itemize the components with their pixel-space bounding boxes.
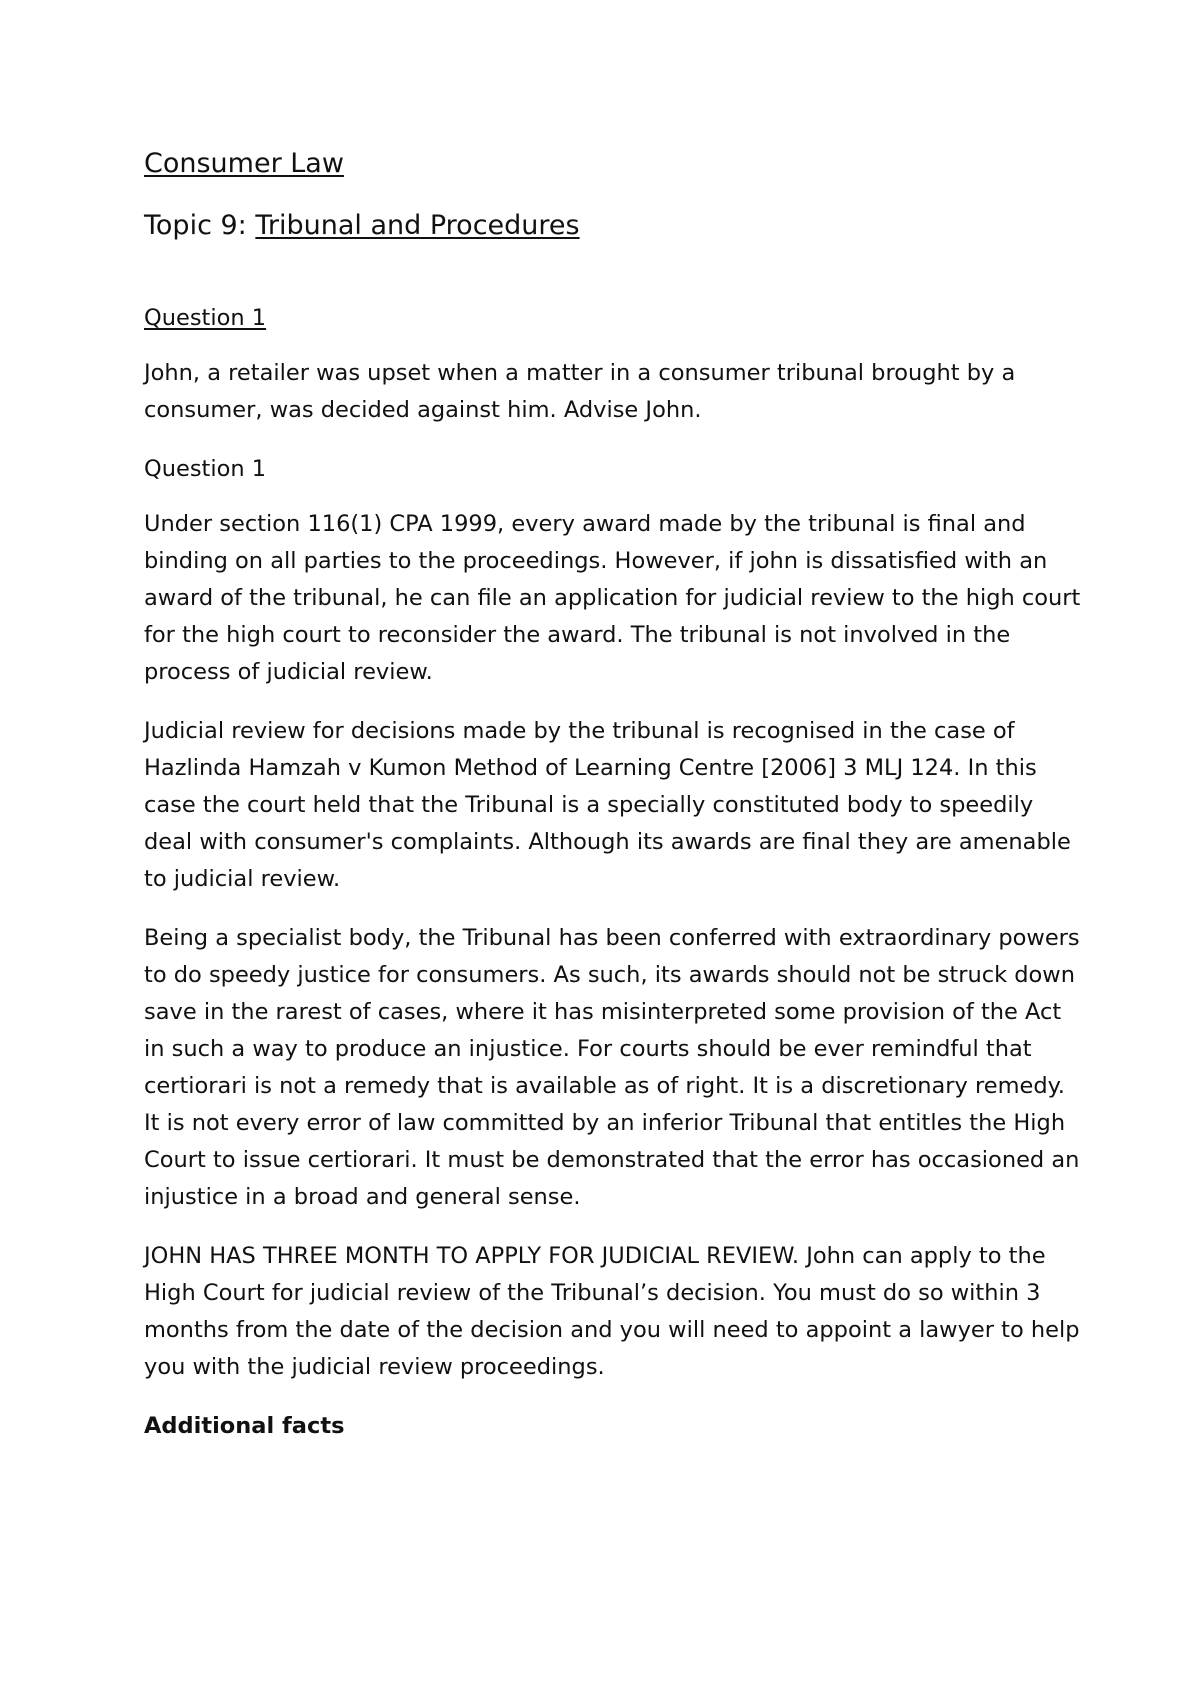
- answer-paragraph-1: Under section 116(1) CPA 1999, every award made by the tribunal is final and binding on all parties to the proceedings. However, if john is dissatisfied with an award of the tribunal, he can file an application for judicial review to the high court for the high court to reconsider the award. The tribunal is not involved in the process of judicial review.: [144, 511, 1081, 685]
- topic-prefix: Topic 9:: [144, 210, 256, 241]
- answer-heading: Question 1: [144, 456, 267, 482]
- additional-facts-heading: Additional facts: [144, 1413, 345, 1439]
- course-title: Consumer Law: [144, 148, 344, 179]
- answer-paragraph-4: JOHN HAS THREE MONTH TO APPLY FOR JUDICIAL REVIEW. John can apply to the High Court for judicial review of the Tribunal’s decision. You must do so within 3 months from the date of the decision and you will need to appoint a lawyer to help you with the judicial review proceedings.: [144, 1243, 1080, 1380]
- answer-paragraph-2: Judicial review for decisions made by the tribunal is recognised in the case of Hazlinda Hamzah v Kumon Method of Learning Centre [2006] 3 MLJ 124. In this case the court held that the Tribunal is a specially constituted body to speedily deal with consumer's complaints. Although its awards are final they are amenable to judicial review.: [144, 718, 1071, 892]
- topic-name: Tribunal and Procedures: [255, 210, 580, 241]
- question-heading: Question 1: [144, 305, 267, 331]
- question-text: John, a retailer was upset when a matter in a consumer tribunal brought by a consumer, was decided against him. Advise John.: [144, 360, 1016, 423]
- topic-title: [144, 206, 1084, 246]
- document-body: [144, 144, 1084, 1467]
- answer-paragraph-3: Being a specialist body, the Tribunal has been conferred with extraordinary powers to do speedy justice for consumers. As such, its awards should not be struck down save in the rarest of cases, where it has misinterpreted some provision of the Act in such a way to produce an injustice. For courts should be ever remindful that certiorari is not a remedy that is available as of right. It is a discretionary remedy. It is not every error of law committed by an inferior Tribunal that entitles the High Court to issue certiorari. It must be demonstrated that the error has occasioned an injustice in a broad and general sense.: [144, 925, 1080, 1210]
